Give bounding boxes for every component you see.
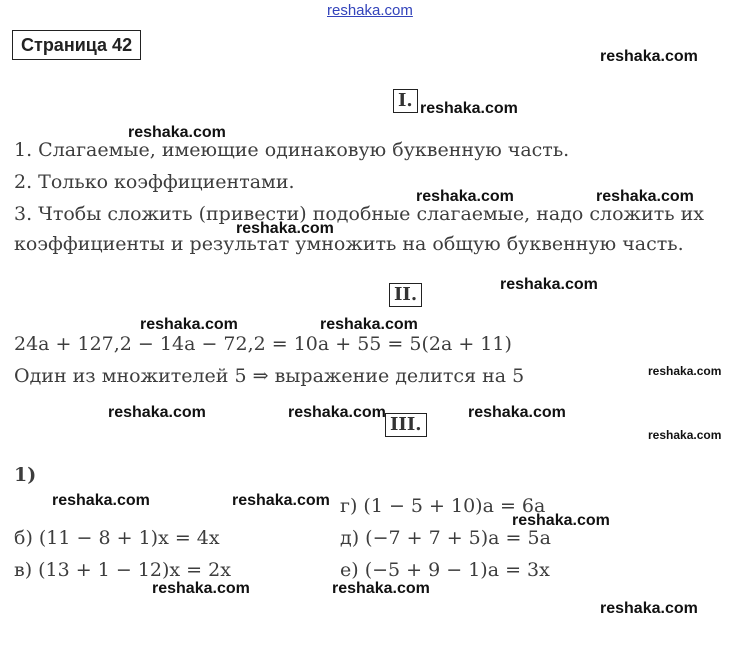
answer-e: е) (−5 + 9 − 1)a = 3x (340, 559, 550, 581)
answer-b: б) (11 − 8 + 1)x = 4x (14, 527, 220, 549)
section-numeral-2: II. (389, 283, 422, 307)
watermark-top-link[interactable]: reshaka.com (327, 2, 413, 19)
section-2-equation: 24a + 127,2 − 14a − 72,2 = 10a + 55 = 5(2a + 11) (14, 333, 512, 355)
section-1-line-1: 1. Слагаемые, имеющие одинаковую буквенную часть. (14, 139, 570, 161)
watermark: reshaka.com (52, 492, 150, 509)
watermark: reshaka.com (468, 404, 566, 421)
section-1-line-2: 2. Только коэффициентами. (14, 171, 295, 193)
watermark: reshaka.com (596, 188, 694, 205)
watermark: reshaka.com (648, 364, 722, 378)
watermark: reshaka.com (416, 188, 514, 205)
watermark: reshaka.com (600, 48, 698, 65)
item-label: 1) (14, 464, 37, 486)
watermark: reshaka.com (128, 124, 226, 141)
section-1-line-4: коэффициенты и результат умножить на общую буквенную часть. (14, 233, 684, 255)
watermark: reshaka.com (320, 316, 418, 333)
answer-d: д) (−7 + 7 + 5)a = 5a (340, 527, 551, 549)
section-numeral-1: I. (393, 89, 418, 113)
watermark: reshaka.com (152, 580, 250, 597)
watermark: reshaka.com (108, 404, 206, 421)
watermark: reshaka.com (648, 428, 722, 442)
answer-g: г) (1 − 5 + 10)a = 6a (340, 495, 546, 517)
watermark: reshaka.com (232, 492, 330, 509)
watermark: reshaka.com (140, 316, 238, 333)
watermark: reshaka.com (600, 600, 698, 617)
watermark: reshaka.com (420, 100, 518, 117)
section-1-line-3: 3. Чтобы сложить (привести) подобные слагаемые, надо сложить их (14, 203, 704, 225)
section-numeral-3: III. (385, 413, 427, 437)
answer-v: в) (13 + 1 − 12)x = 2x (14, 559, 231, 581)
watermark: reshaka.com (288, 404, 386, 421)
watermark: reshaka.com (512, 512, 610, 529)
page-title: Страница 42 (12, 30, 141, 60)
watermark: reshaka.com (332, 580, 430, 597)
watermark: reshaka.com (236, 220, 334, 237)
watermark: reshaka.com (500, 276, 598, 293)
section-2-conclusion: Один из множителей 5 ⇒ выражение делится на 5 (14, 365, 525, 387)
